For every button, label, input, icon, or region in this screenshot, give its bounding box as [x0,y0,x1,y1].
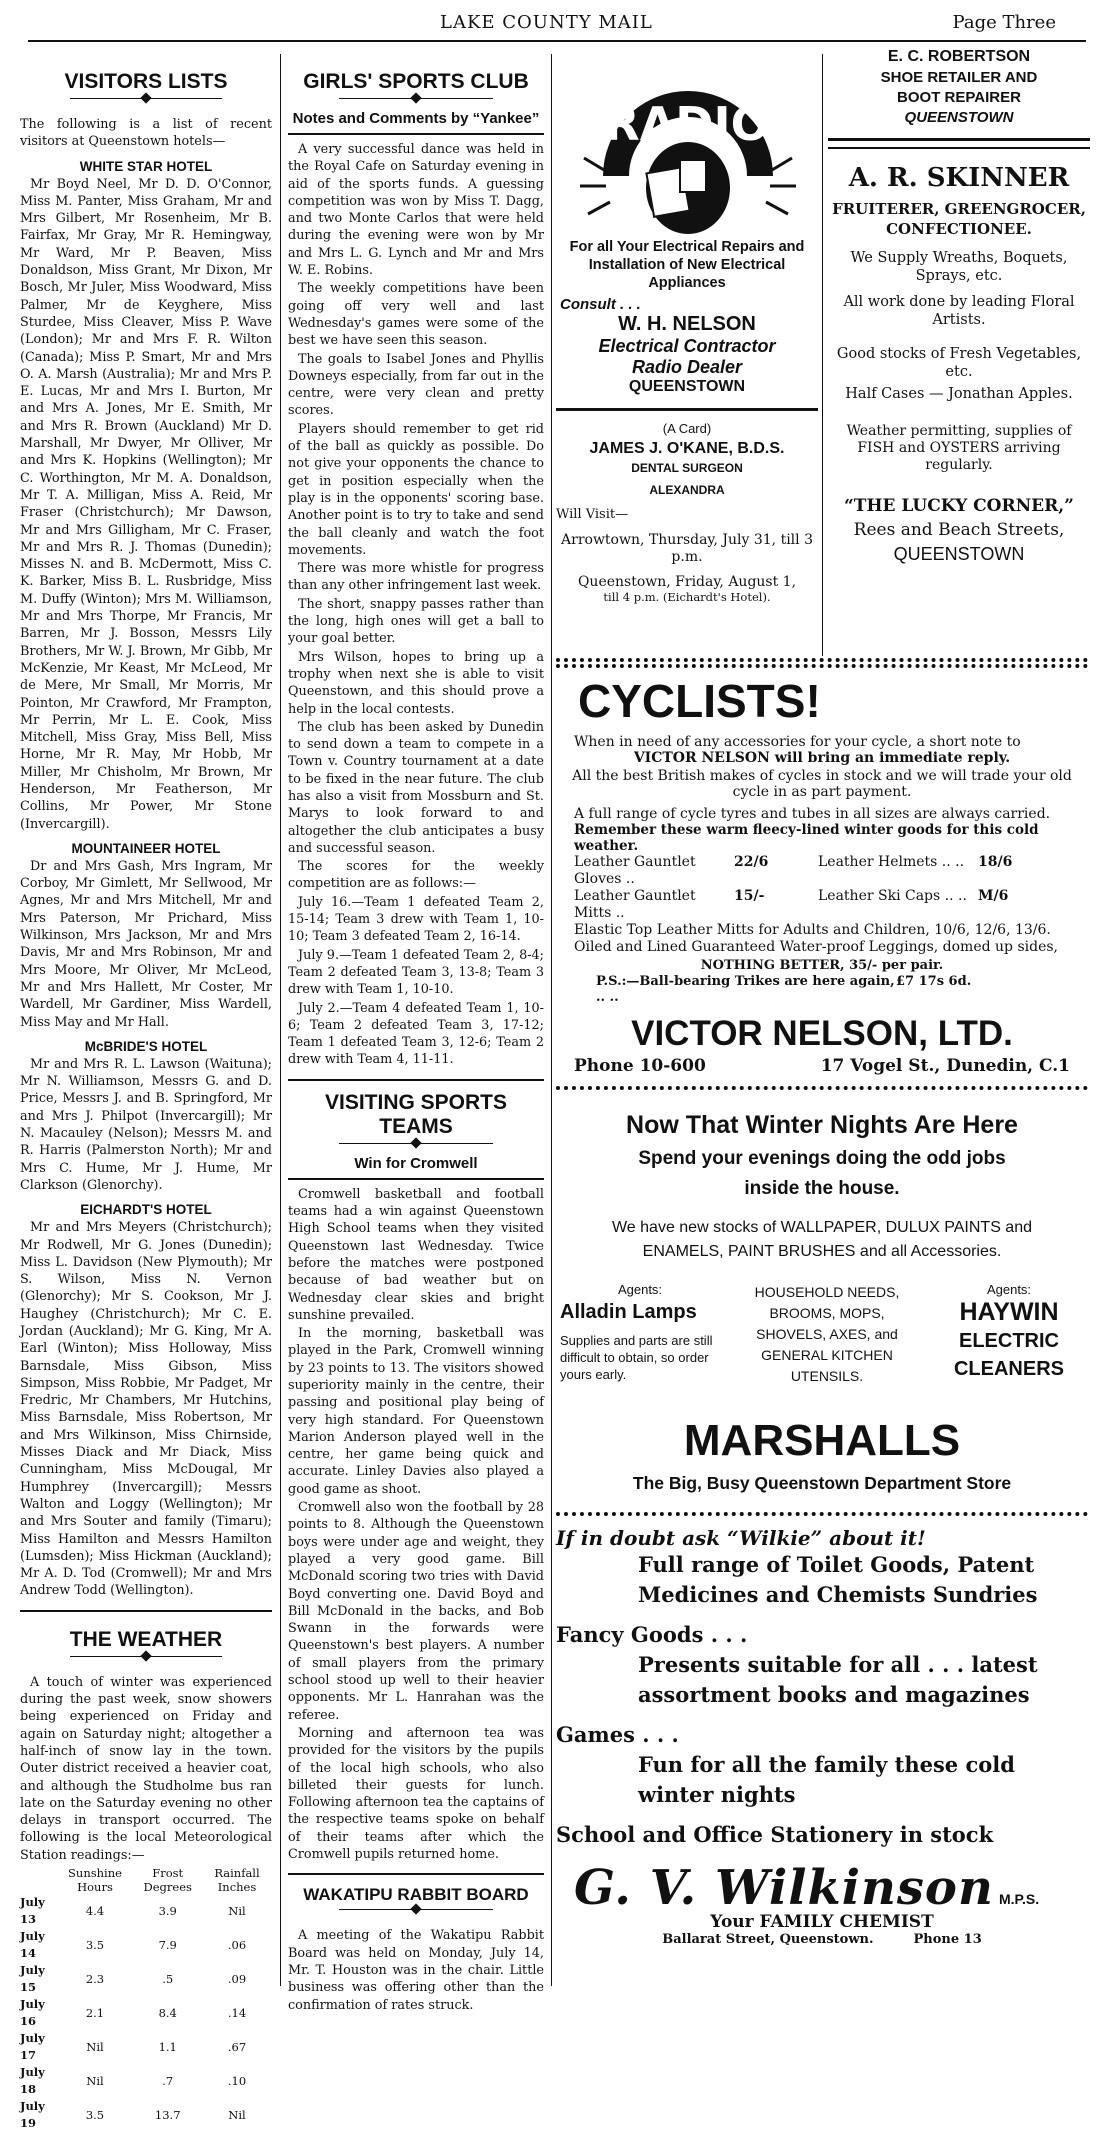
hotel-name: McBRIDE'S HOTEL [84,1038,208,1054]
haywin-line3: CLEANERS [953,1358,1064,1380]
wilkinson-chemist: Your FAMILY CHEMIST [710,1912,934,1932]
cyclists-item-row [556,854,1088,888]
hotel-guests: Mr and Mrs R. L. Lawson (Waituna); Mr N. Williamson, Messrs G. and D. Price, Messrs J. and B. Springford, Mr and Mrs J. Philpot (Invercargill); Mr N. Macauley (Nelson); Messrs M. and R. Harris (Palmerston North); Mr and Mrs C. Hume, Mr J. Hume, Mr Clarkson (Glenorchy). [20,1056,272,1193]
weather-row [20,1962,272,1996]
cell: 4.4 [85,1903,105,1918]
cyclists-item-row [556,888,1088,922]
item-price: 22/6 [734,854,769,870]
section-rule [288,1873,544,1875]
ornament [70,1656,221,1664]
paragraph: Morning and afternoon tea was provided for the visitors by the pupils of the local high schools, who also billeted their guests for lunch. Following afternoon tea the captains of the respective teams spoke on behalf of their teams after which the Cromwell pupils returned home. [288,1725,544,1863]
wilkinson-signature: G. V. Wilkinson [574,1860,994,1916]
skinner-fish: Weather permitting, supplies of FISH and OYSTERS arriving regularly. [846,423,1072,473]
cell: .67 [227,2039,247,2054]
cyclists-ps-price: £7 17s 6d. [896,974,972,989]
item-label: Leather Ski Caps .. .. [818,888,967,904]
cell: Nil [86,2039,104,2054]
ornament [70,98,221,106]
skinner-stocks: Good stocks of Fresh Vegetables, etc. [836,346,1082,380]
weather-col-rainfall: Rainfall Inches [214,1866,260,1895]
cell: July 14 [20,1929,45,1961]
haywin-block [934,1282,1084,1387]
dotted-rule [556,664,1088,668]
visiting-subtitle: Win for Cromwell [354,1154,478,1172]
cell: 8.4 [158,2005,177,2020]
ornament [339,1909,493,1917]
cell: 2.1 [85,2005,105,2020]
cyclists-ps: P.S.:—Ball-bearing Trikes are here again, .. .. [596,974,895,1005]
cell: July 13 [20,1895,45,1927]
cell: .10 [227,2073,247,2088]
item-label: Leather Gauntlet Gloves .. [574,854,696,887]
cyclists-p1b: VICTOR NELSON will bring an immediate reply. [633,750,1011,766]
skinner-apples: Half Cases — Jonathan Apples. [845,386,1073,402]
section-rule [288,1079,544,1081]
cell: July 18 [20,2065,45,2097]
paragraph: A very successful dance was held in the Royal Cafe on Saturday evening in aid of the sports funds. A guessing competition was won by Miss T. Dagg, and two Monte Carlos that were held during the evening were won by Mr and Mrs L. G. Lynch and Mr and Mrs W. E. Robins. [288,142,544,279]
item-price: M/6 [978,888,1009,904]
cell: .06 [227,1937,247,1952]
marshalls-sub2: inside the house. [744,1178,900,1199]
wilkinson-phone: Phone 13 [913,1932,982,1947]
paragraph: In the morning, basketball was played in the Park, Cromwell winning by 23 points to 13. The visitors showed superiority mainly in the centre, their passing and positional play being of very high standard. For Queenstown Marion Anderson played well in the centre, her game being quick and accurate. Linley Davies also played a good game as shoot. [288,1326,544,1497]
cell: 7.9 [158,1937,177,1952]
rabbit-text: A meeting of the Wakatipu Rabbit Board was held on Monday, July 14, Mr. T. Houston was in the chair. Little business was offering other than the confirmation of rates struck. [288,1928,544,2013]
column-sports [288,54,544,2015]
cell: July 16 [20,1997,45,2029]
ad-rule [828,147,1090,149]
weather-col-sunshine: Sunshine Hours [68,1866,122,1895]
cell: Nil [228,2107,246,2122]
haywin-line1: HAYWIN [959,1298,1059,1326]
radio-role1: Electrical Contractor [598,336,776,356]
paragraph: July 9.—Team 1 defeated Team 2, 8-4; Team 2 defeated Team 3, 13-8; Team 3 drew with Team 1, 10-10. [288,947,544,998]
robertson-name: E. C. ROBERTSON [887,48,1031,65]
wilkinson-street: Ballarat Street, Queenstown. [662,1932,874,1947]
alladin-name: Alladin Lamps [560,1301,697,1323]
cell: 3.5 [85,2107,105,2122]
weather-row [20,1928,272,1962]
cyclists-phone: Phone 10-600 [574,1056,706,1076]
weather-col-frost: Frost Degrees [143,1866,192,1895]
wilkinson-school: School and Office Stationery in stock [556,1822,994,1847]
paragraph: July 16.—Team 1 defeated Team 2, 15-14; Team 3 drew with Team 1, 10-10; Team 3 defeated Team 2, 16-14. [288,894,544,945]
wilkinson-fancy: Fancy Goods . . . [556,1622,748,1647]
okane-name: JAMES J. O'KANE, B.D.S. [589,440,785,457]
skinner-work: All work done by leading Floral Artists. [843,294,1075,328]
visitors-title: VISITORS LISTS [64,70,228,93]
skinner-name: A. R. SKINNER [848,163,1070,193]
cell: .7 [162,2073,174,2088]
radio-role2: Radio Dealer [631,357,743,377]
paragraph: July 2.—Team 4 defeated Team 1, 10-6; Team 2 defeated Team 3, 17-12; Team 1 defeated Team 3, 12-6; Team 2 drew with Team 4, 11-11. [288,1000,544,1068]
household-needs: HOUSEHOLD NEEDS, BROOMS, MOPS, SHOVELS, AXES, and GENERAL KITCHEN UTENSILS. [754,1284,900,1384]
cell: .14 [227,2005,247,2020]
weather-row [20,2098,272,2132]
marshalls-agents-row [556,1282,1088,1387]
item-label: Leather Helmets .. .. [818,854,965,870]
weather-row [20,2030,272,2064]
alladin-note: Supplies and parts are still difficult to obtain, so order yours early. [560,1333,713,1382]
hotel-name: EICHARDT'S HOTEL [80,1202,212,1218]
cell: 3.5 [85,1937,105,1952]
paragraph: The weekly competitions have been going off very well and last Wednesday's games were some of the best we have seen this season. [288,281,544,349]
girls-subtitle: Notes and Comments by “Yankee” [292,110,540,127]
radio-logo-icon [556,58,818,238]
radio-line1: For all Your Electrical Repairs and Installation of New Electrical Appliances [569,239,805,291]
wilkinson-games: Games . . . [556,1722,679,1747]
hotel-name: MOUNTAINEER HOTEL [71,840,221,856]
marshalls-stock: We have new stocks of WALLPAPER, DULUX PAINTS and ENAMELS, PAINT BRUSHES and all Accessories. [611,1219,1032,1260]
item-price: 18/6 [978,854,1013,870]
weather-col-date [20,1866,57,1894]
robertson-ad [828,46,1090,565]
agents-label: Agents: [617,1282,663,1297]
cyclists-contact-row [556,1056,1088,1076]
cyclists-p1: When in need of any accessories for your cycle, a short note to [574,734,1021,750]
column-divider [551,54,552,1986]
weather-text: A touch of winter was experienced during the past week, snow showers being experienced on Friday and again on Saturday night; altogether a half-inch of snow lay in the town. Outer district received a heavier coat, and although the Studholme bus ran late on the Saturday evening no other delays in transport occurred. The following is the local Meteorological Station readings:— [20,1674,272,1863]
radio-consult: Consult . . . [560,296,641,313]
visiting-title: VISITING SPORTS TEAMS [324,1090,508,1138]
section-rule [288,1178,544,1180]
wilkinson-signature-row [556,1860,1088,1916]
visitors-intro: The following is a list of recent visitors at Queenstown hotels— [20,117,272,150]
ornament [339,1143,493,1151]
wilkinson-toilet: Full range of Toilet Goods, Patent Medicines and Chemists Sundries [638,1552,1038,1607]
marshalls-tagline: The Big, Busy Queenstown Department Store [632,1473,1012,1493]
column-divider [280,54,281,1986]
cell: Nil [86,2073,104,2088]
cell: .09 [227,1971,247,1986]
wilkinson-mps: M.P.S. [998,1891,1040,1907]
hotel-name: WHITE STAR HOTEL [79,158,213,174]
cell: 13.7 [154,2107,181,2122]
paragraph: The club has been asked by Dunedin to send down a team to compete in a Town v. Country tournament at a date to be fixed in the near future. The club has also a visit from Mossburn and St. Marys to look forward to and altogether the club anticipates a busy and successful season. [288,719,544,856]
cell: .5 [162,1971,174,1986]
cyclists-oiled: Oiled and Lined Guaranteed Water-proof Leggings, domed up sides, [574,939,1058,955]
cell: 3.9 [158,1903,177,1918]
girls-title: GIRLS' SPORTS CLUB [303,70,529,93]
cyclists-headline: CYCLISTS! [578,675,821,727]
okane-queenstown-time: till 4 p.m. (Eichardt's Hotel). [603,590,771,604]
cyclists-ps-row [556,974,1088,1006]
marshalls-name: MARSHALLS [683,1416,961,1465]
cyclists-elastic: Elastic Top Leather Mitts for Adults and Children, 10/6, 12/6, 13/6. [574,922,1051,938]
wilkinson-presents: Presents suitable for all . . . latest assortment books and magazines [638,1652,1038,1707]
radio-logo-text: RADIO [604,97,770,151]
skinner-town: QUEENSTOWN [893,544,1025,564]
cell: July 17 [20,2031,45,2063]
ad-rule [828,138,1090,141]
cyclists-address: 17 Vogel St., Dunedin, C.1 [820,1056,1070,1076]
marshalls-headline: Now That Winter Nights Are Here [626,1111,1018,1139]
haywin-line2: ELECTRIC [959,1330,1059,1352]
weather-row [20,1894,272,1928]
paragraph: Mrs Wilson, hopes to bring up a trophy when next she is able to visit Queenstown, and this should prove a help in the local contests. [288,649,544,717]
okane-arrowtown: Arrowtown, Thursday, July 31, till 3 p.m. [561,532,813,565]
paragraph: There was more whistle for progress than any other infringement last week. [288,561,544,594]
dotted-rule [556,658,1088,662]
item-price: 15/- [734,888,765,904]
okane-card: (A Card) [662,421,712,436]
weather-row [20,1996,272,2030]
cell: July 19 [20,2099,45,2131]
rabbit-title: WAKATIPU RABBIT BOARD [303,1885,529,1905]
cell: 1.1 [158,2039,177,2054]
weather-row [20,2064,272,2098]
skinner-trade: FRUITERER, GREENGROCER, CONFECTIONEE. [832,200,1086,238]
dotted-rule [556,1512,1088,1516]
okane-town: ALEXANDRA [649,483,725,497]
column-visitors [20,54,272,2132]
radio-ad [556,58,818,604]
weather-title: THE WEATHER [69,1627,223,1651]
hotel-guests: Mr Boyd Neel, Mr D. D. O'Connor, Miss M. Panter, Miss Graham, Mr and Mrs Gilbert, Mr Rosenheim, Mr B. Fairfax, Mr Gray, Mr R. Hemingway, Mr Ward, Mr P. Beaven, Miss Donaldson, Miss Grant, Mr Dixon, Mr Bosch, Mr Juler, Miss Woodward, Miss Palmer, Mr de Keyghere, Miss Sturdee, Miss Cleaver, Miss P. Wave (London); Mr and Mrs F. R. Wilton (Canada); Miss P. Smart, Mr and Mrs O. A. Marsh (Australia); Mr and Mrs P. E. Lucas, Mr and Mrs I. Burton, Mr and Mrs A. Jones, Mr E. Smith, Mr and Mrs R. Brown (Auckland) Mr D. Marshall, Mr Dwyer, Mr Olliver, Mr and Mrs K. Hopkins (Wellington); Mr C. Worthington, Mr M. A. Donaldson, Mr T. A. Milligan, Miss A. Reid, Mr Fraser (Christchurch); Mr Dawson, Mr and Mrs Gilligham, Mr C. Fraser, Mr and Mrs R. J. Thomas (Dunedin); Misses N. and B. McDermott, Miss C. K. Barker, Miss B. L. Rusbridge, Miss M. Duffy (Winton); Mrs M. Williamson, Mr and Mrs Thorpe, Mr Francis, Mr Barren, Mr J. Bosson, Messrs Lily Brothers, Mr W. J. Brown, Mr Gibb, Mr McKenzie, Mr Keast, Mr McLeod, Mr de Mere, Mr Small, Mr Morris, Mr Pointon, Mr Crawford, Mr Frampton, Mr Perrin, Mr L. E. Cook, Miss Mitchell, Miss Gray, Miss Bell, Miss Horne, Mr R. May, Mr Hobb, Mr Miller, Mr Chisholm, Mr Brown, Mr Henderson, Mr Featherson, Mr Collins, Mr Power, Mr Stone (Invercargill). [20,176,272,832]
skinner-supply: We Supply Wreaths, Boquets, Sprays, etc. [850,250,1068,284]
masthead-title: LAKE COUNTY MAIL [440,12,653,33]
ad-rule [556,408,818,411]
ornament [339,98,493,106]
hotel-guests: Dr and Mrs Gash, Mrs Ingram, Mr Corboy, Mr Gimlett, Mr Sellwood, Mr Agnes, Mr and Mrs Mitchell, Mr and Mrs Paterson, Mr Prichard, Miss Wilkinson, Mrs Jackson, Mr and Mrs Davis, Mr and Mrs Robinson, Mr and Mrs Moore, Mr Oliver, Mr McLeod, Mr and Mrs Hallett, Mr Coster, Mr Wardell, Mr Gardiner, Miss Wardell, Miss May and Mr Hall. [20,858,272,1030]
agents-label: Agents: [986,1282,1032,1297]
marshalls-sub1: Spend your evenings doing the odd jobs [638,1148,1006,1169]
weather-table [20,1866,272,2132]
okane-visit: Will Visit— [556,507,629,522]
section-rule [288,133,544,135]
robertson-town: QUEENSTOWN [904,109,1014,126]
item-label: Leather Gauntlet Mitts .. [574,888,696,921]
alladin-block [560,1282,720,1387]
cell: Nil [228,1903,246,1918]
okane-title: DENTAL SURGEON [631,461,743,475]
cyclists-p4: Remember these warm fleecy-lined winter goods for this cold weather. [574,822,1039,854]
robertson-line1: SHOE RETAILER AND [880,69,1038,86]
header-rule [28,40,1086,42]
paragraph: Cromwell also won the football by 28 points to 8. Although the Queenstown boys were under age and weight, they played a very good game. Bill McDonald scoring two tries with David Boyd converting one. David Boyd and Bill McDonald in the backs, and Bob Swann in the forwards were Queenstown's best players. A number of small players from the primary school stood up well to their heavier opponents. Mr L. Hanrahan was the referee. [288,1500,544,1723]
cell: 2.3 [85,1971,105,1986]
skinner-streets: Rees and Beach Streets, [853,520,1065,540]
section-rule [20,1610,272,1612]
cyclists-p2: All the best British makes of cycles in stock and we will trade your old cycle in as part payment. [572,768,1072,800]
paragraph: The scores for the weekly competition are as follows:— [288,859,544,892]
robertson-line2: BOOT REPAIRER [897,89,1021,106]
wilkinson-address-row [556,1932,1088,1947]
page-number: Page Three [952,12,1056,33]
dotted-rule [556,1086,1088,1090]
paragraph: The goals to Isabel Jones and Phyllis Downeys especially, from far out in the centre, were very clean and pretty scores. [288,351,544,419]
radio-town: QUEENSTOWN [628,378,746,395]
okane-queenstown: Queenstown, Friday, August 1, [577,574,797,590]
paragraph: Players should remember to get rid of the ball as quickly as possible. Do not give your opponents the chance to get in position especially when the play is in the opponents' scoring base. Another point is to try to take and send the ball cleanly and watch the foot movements. [288,421,544,558]
column-divider [822,54,823,656]
cyclists-nothing: NOTHING BETTER, 35/- per pair. [700,958,944,973]
paragraph: The short, snappy passes rather than the long, high ones will get a ball to your goal better. [288,596,544,647]
hotel-guests: Mr and Mrs Meyers (Christchurch); Mr Rodwell, Mr G. Jones (Dunedin); Miss L. Davidson (New Plymouth); Mr S. Wilson, Miss N. Vernon (Glenorchy); Mr S. Cookson, Mr J. Haughey (Christchurch); Mr C. E. Jordan (Auckland); Mr G. King, Mr A. Earl (Winton); Miss Holloway, Miss Barnsdale, Miss Gibson, Miss Simpson, Miss Robbie, Mr Padget, Mr Fredric, Mr Chambers, Mr Hutchins, Miss Barnsdale, Miss Robertson, Mr and Mrs Wilkinson, Miss Chirnside, Misses Diack and Mr Diack, Miss Cunningham, Miss McDougal, Mr Humphrey (Invercargill); Messrs Walton and Loggy (Wellington); Mr and Mrs Souter and family (Timaru); Miss Hamilton and Messrs Hamilton (Lumsden); Miss Hickman (Auckland); Mr A. D. Tod (Cromwell); Mr and Mrs Andrew Todd (Wellington). [20,1220,272,1599]
paragraph: Cromwell basketball and football teams had a win against Queenstown High School teams when they visited Queenstown last Wednesday. Twice before the matches were postponed because of bad weather but on Wednesday clear skies and bright sunshine prevailed. [288,1186,544,1323]
radio-name: W. H. NELSON [618,313,756,335]
wilkinson-fun: Fun for all the family these cold winter nights [638,1752,1015,1807]
cell: July 15 [20,1963,45,1995]
cyclists-company: VICTOR NELSON, LTD. [631,1014,1013,1053]
cyclists-p3: A full range of cycle tyres and tubes in all sizes are always carried. [574,806,1051,822]
right-ads [556,658,1088,1947]
skinner-corner: “THE LUCKY CORNER,” [844,496,1074,516]
wilkinson-doubt: If in doubt ask “Wilkie” about it! [556,1526,926,1550]
